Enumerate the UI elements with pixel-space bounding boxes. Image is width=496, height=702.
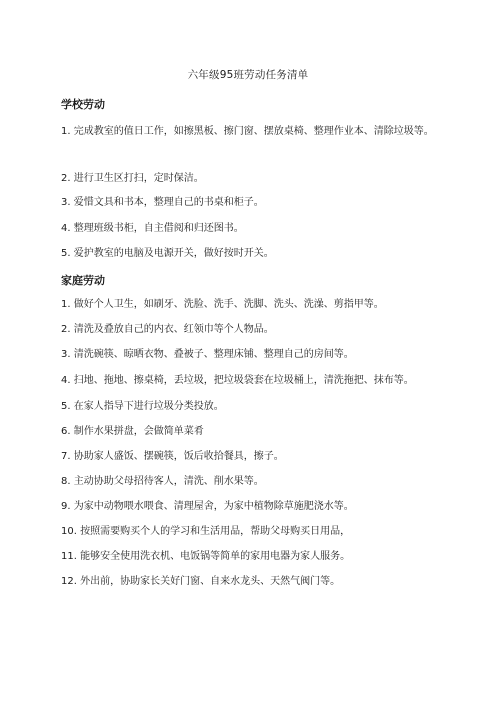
list-item: 3. 爱惜文具和书本，整理自己的书桌和柜子。 <box>61 197 264 208</box>
list-item: 6. 制作水果拼盘，会做简单菜肴 <box>61 426 204 437</box>
list-item: 11. 能够安全使用洗衣机、电饭锅等简单的家用电器为家人服务。 <box>61 551 351 562</box>
list-item: 4. 整理班级书柜，自主借阅和归还图书。 <box>61 223 244 234</box>
list-item: 10. 按照需要购买个人的学习和生活用品，帮助父母购买日用品， <box>61 526 351 537</box>
list-item: 7. 协助家人盛饭、摆碗筷，饭后收拾餐具，擦子。 <box>61 451 284 462</box>
list-item: 5. 在家人指导下进行垃圾分类投放。 <box>61 401 224 412</box>
list-item: 8. 主动协助父母招待客人，清洗、削水果等。 <box>61 476 264 487</box>
list-item: 1. 完成教室的值日工作，如擦黑板、擦门窗、摆放桌椅、整理作业本、清除垃圾等。 <box>61 126 434 137</box>
list-item: 2. 清洗及叠放自己的内衣、红领巾等个人物品。 <box>61 324 274 335</box>
list-item: 5. 爱护教室的电脑及电源开关，做好按时开关。 <box>61 248 274 259</box>
document-title: 六年级95班劳动任务清单 <box>187 69 309 81</box>
list-item: 4. 扫地、拖地、擦桌椅，丢垃圾，把垃圾袋套在垃圾桶上，清洗拖把、抹布等。 <box>61 375 414 386</box>
section-heading-school: 学校劳动 <box>61 98 105 111</box>
list-item: 1. 做好个人卫生，如刷牙、洗脸、洗手、洗脚、洗头、洗澡、剪指甲等。 <box>61 299 384 310</box>
list-item: 3. 清洗碗筷、晾晒衣物、叠被子、整理床铺、整理自己的房间等。 <box>61 349 354 360</box>
section-heading-home: 家庭劳动 <box>61 274 105 287</box>
list-item: 12. 外出前，协助家长关好门窗、自来水龙头、天然气阀门等。 <box>61 576 341 587</box>
list-item: 9. 为家中动物喂水喂食、清理屋舍，为家中植物除草施肥浇水等。 <box>61 501 354 512</box>
list-item: 2. 进行卫生区打扫，定时保洁。 <box>61 173 204 184</box>
